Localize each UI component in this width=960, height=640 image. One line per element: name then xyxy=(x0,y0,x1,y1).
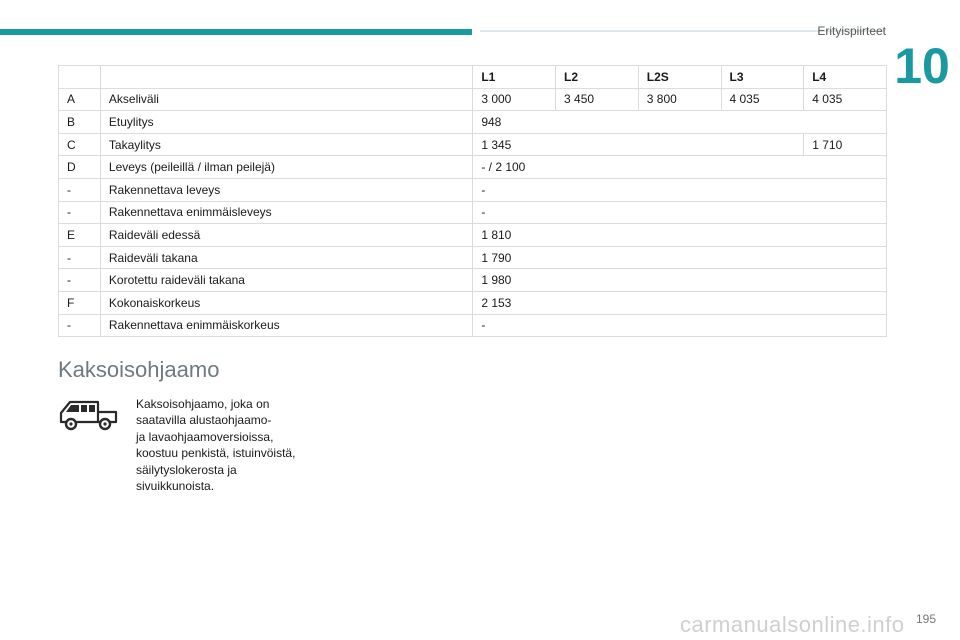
row-code: F xyxy=(59,291,101,314)
column-header-l2: L2 xyxy=(556,66,639,89)
row-label: Takaylitys xyxy=(100,133,472,156)
column-header-l2s: L2S xyxy=(638,66,721,89)
row-label: Raideväli edessä xyxy=(100,224,472,247)
watermark: carmanualsonline.info xyxy=(680,612,905,637)
table-header-row xyxy=(59,66,887,89)
row-code: - xyxy=(59,246,101,269)
table-row xyxy=(59,246,887,269)
header-accent-bar xyxy=(0,29,472,35)
column-header xyxy=(59,66,101,89)
row-code: - xyxy=(59,269,101,292)
row-value: - xyxy=(473,201,887,224)
table-row xyxy=(59,133,887,156)
table-row xyxy=(59,111,887,134)
body-line: sivuikkunoista. xyxy=(136,479,215,494)
row-code: E xyxy=(59,224,101,247)
table-row xyxy=(59,178,887,201)
row-label: Rakennettava enimmäiskorkeus xyxy=(100,314,472,337)
row-value: - / 2 100 xyxy=(473,156,887,179)
row-label: Etuylitys xyxy=(100,111,472,134)
column-header xyxy=(100,66,472,89)
table-row xyxy=(59,201,887,224)
body-line: säilytyslokerosta ja xyxy=(136,462,237,477)
row-value: 3 450 xyxy=(556,88,639,111)
row-code: D xyxy=(59,156,101,179)
row-code: - xyxy=(59,201,101,224)
row-value: 3 800 xyxy=(638,88,721,111)
body-line: koostuu penkistä, istuinvöistä, xyxy=(136,446,296,461)
section-body xyxy=(136,396,316,494)
row-label: Leveys (peileillä / ilman peilejä) xyxy=(100,156,472,179)
column-header-l1: L1 xyxy=(473,66,556,89)
row-value: 2 153 xyxy=(473,291,887,314)
body-line: Kaksoisohjaamo, joka on xyxy=(136,397,270,411)
table-row xyxy=(59,269,887,292)
body-line: ja lavaohjaamoversioissa, xyxy=(136,429,274,444)
row-value: 948 xyxy=(473,111,887,134)
row-value: 3 000 xyxy=(473,88,556,111)
row-value: 1 980 xyxy=(473,269,887,292)
row-value: 4 035 xyxy=(804,88,887,111)
table-row xyxy=(59,314,887,337)
page-number: 195 xyxy=(915,612,936,626)
row-value: 1 790 xyxy=(473,246,887,269)
row-value: 4 035 xyxy=(721,88,804,111)
column-header-l4: L4 xyxy=(804,66,887,89)
section-title: Erityispiirteet xyxy=(817,24,886,38)
section-heading: Kaksoisohjaamo xyxy=(58,357,220,382)
column-header-l3: L3 xyxy=(721,66,804,89)
row-label: Rakennettava enimmäisleveys xyxy=(100,201,472,224)
row-label: Akseliväli xyxy=(100,88,472,111)
row-value: 1 810 xyxy=(473,224,887,247)
row-code: A xyxy=(59,88,101,111)
row-code: C xyxy=(59,133,101,156)
row-value: - xyxy=(473,178,887,201)
row-value: 1 710 xyxy=(804,133,887,156)
chapter-number: 10 xyxy=(894,38,950,94)
table-row xyxy=(59,291,887,314)
body-line: saatavilla alustaohjaamo- xyxy=(136,413,272,428)
table-row xyxy=(59,156,887,179)
double-cab-truck-icon xyxy=(58,395,120,433)
table-row xyxy=(59,224,887,247)
row-label: Raideväli takana xyxy=(100,246,472,269)
table-row xyxy=(59,88,887,111)
row-code: - xyxy=(59,314,101,337)
row-label: Korotettu raideväli takana xyxy=(100,269,472,292)
row-label: Kokonaiskorkeus xyxy=(100,291,472,314)
row-value: - xyxy=(473,314,887,337)
row-value: 1 345 xyxy=(473,133,804,156)
row-code: - xyxy=(59,178,101,201)
row-code: B xyxy=(59,111,101,134)
row-label: Rakennettava leveys xyxy=(100,178,472,201)
dimensions-table xyxy=(58,65,887,337)
